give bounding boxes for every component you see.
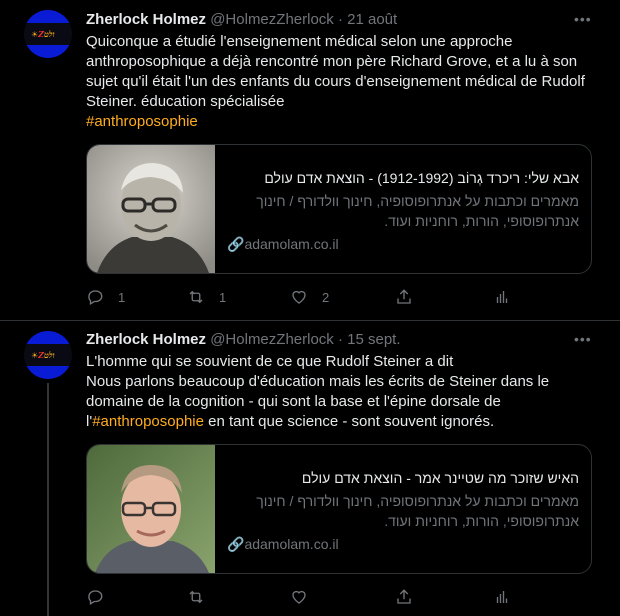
- heart-icon: [290, 288, 308, 306]
- separator: ·: [337, 11, 343, 28]
- tweet-date[interactable]: 21 août: [347, 11, 398, 28]
- heart-icon: [290, 588, 308, 606]
- retweet-icon: [187, 588, 205, 606]
- more-icon[interactable]: •••: [574, 11, 592, 27]
- retweet-count: 1: [219, 289, 227, 305]
- share-icon: [395, 588, 413, 606]
- analytics-button[interactable]: [493, 588, 511, 606]
- link-card[interactable]: [86, 144, 592, 274]
- link-icon: 🔗: [227, 236, 245, 252]
- card-domain: [227, 234, 579, 254]
- reply-icon: [86, 588, 104, 606]
- analytics-button[interactable]: [493, 288, 511, 306]
- tweet-text: [86, 32, 586, 132]
- avatar-logo: ☀Zולט: [31, 29, 55, 39]
- author-name[interactable]: Zherlock Holmez: [86, 331, 207, 348]
- tweet-header: [86, 11, 397, 29]
- author-name[interactable]: Zherlock Holmez: [86, 11, 207, 28]
- reply-icon: [86, 288, 104, 306]
- card-title: אבא שלי: ריכרד גְרוֹב (1912-1992) - הוצאת אדם עולם: [264, 170, 579, 186]
- retweet-button[interactable]: [187, 288, 226, 306]
- tweet-actions: [86, 588, 516, 608]
- tweet-text-main: Quiconque a étudié l'enseignement médical selon une approche anthroposophique a déjà rencontré mon père Richard Grove, et a lu à son sujet qu'il était l'un des enfants du cours d'enseignement médical de Rudolf Steiner. éducation spécialisée: [86, 33, 585, 110]
- tweet-header: [86, 331, 401, 349]
- tweet-text: [86, 352, 586, 432]
- hashtag-link[interactable]: #anthroposophie: [92, 413, 204, 430]
- link-icon: 🔗: [227, 536, 245, 552]
- author-handle[interactable]: @HolmezZherlock: [210, 11, 334, 28]
- card-domain: [227, 534, 579, 554]
- link-card[interactable]: [86, 444, 592, 574]
- reply-count: 1: [118, 289, 126, 305]
- tweet-text-before: L'homme qui se souvient de ce que Rudolf Steiner a dit Nous parlons beaucoup d'éducation mais les écrits de Steiner dans le domaine de la cognition - qui sont la base et l'épine dorsale de l': [86, 353, 550, 430]
- avatar[interactable]: [24, 10, 72, 58]
- like-button[interactable]: [290, 588, 322, 606]
- avatar-logo: ☀Zולט: [31, 350, 55, 360]
- card-thumbnail-image: [87, 145, 215, 273]
- card-thumbnail-image: [87, 445, 215, 573]
- card-title: האיש שזוכר מה שטיינר אמר - הוצאת אדם עולם: [301, 470, 579, 486]
- more-icon[interactable]: •••: [574, 331, 592, 347]
- tweet-actions: [86, 288, 516, 308]
- separator: ·: [337, 331, 343, 348]
- card-domain-text: adamolam.co.il: [244, 536, 339, 552]
- share-button[interactable]: [395, 288, 413, 306]
- retweet-icon: [187, 288, 205, 306]
- share-button[interactable]: [395, 588, 413, 606]
- tweet-text-after: en tant que science - sont souvent ignorés.: [203, 413, 495, 430]
- card-domain-text: adamolam.co.il: [244, 236, 339, 252]
- tweet[interactable]: [0, 321, 620, 616]
- hashtag-link[interactable]: #anthroposophie: [86, 113, 198, 130]
- like-button[interactable]: [290, 288, 329, 306]
- card-text: [227, 169, 579, 254]
- retweet-button[interactable]: [187, 588, 219, 606]
- card-description: מאמרים וכתבות על אנתרופוסופיה, חינוך וולדורף / חינוך אנתרופוסופי, הורות, רוחניות ועוד.: [256, 193, 579, 229]
- tweet-date[interactable]: 15 sept.: [347, 331, 401, 348]
- reply-button[interactable]: [86, 288, 125, 306]
- thread-line: [47, 383, 49, 616]
- card-text: [227, 469, 579, 554]
- avatar[interactable]: [24, 331, 72, 379]
- analytics-icon: [493, 588, 511, 606]
- share-icon: [395, 288, 413, 306]
- author-handle[interactable]: @HolmezZherlock: [210, 331, 334, 348]
- like-count: 2: [322, 289, 330, 305]
- analytics-icon: [493, 288, 511, 306]
- card-description: מאמרים וכתבות על אנתרופוסופיה, חינוך וולדורף / חינוך אנתרופוסופי, הורות, רוחניות ועוד.: [256, 493, 579, 529]
- reply-button[interactable]: [86, 588, 118, 606]
